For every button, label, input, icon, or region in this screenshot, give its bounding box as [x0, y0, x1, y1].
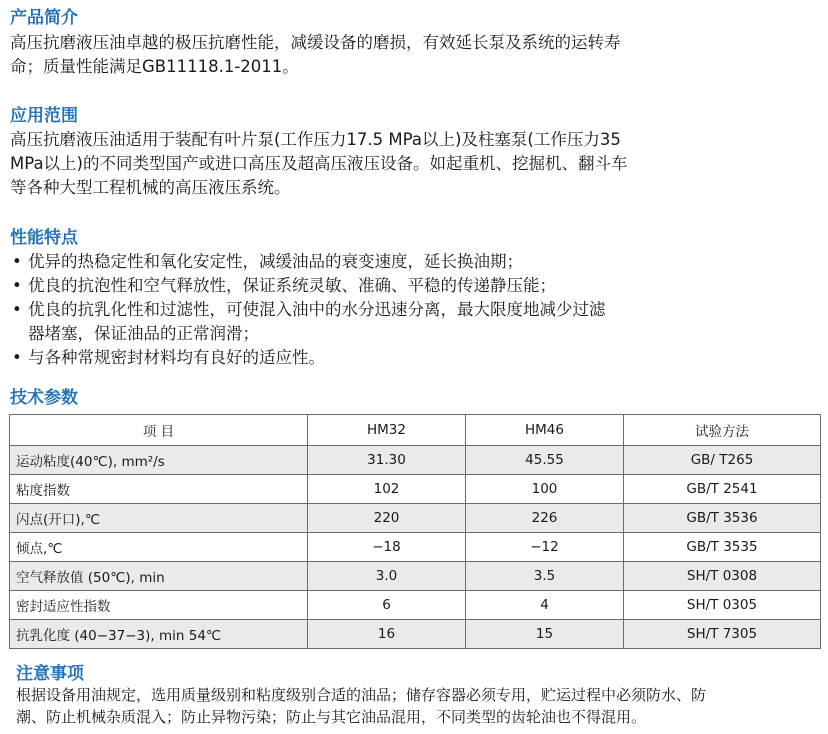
intro-text — [10, 31, 800, 79]
cell-hm32: 102 — [308, 475, 466, 504]
table-row — [10, 562, 821, 591]
header-hm46: HM46 — [466, 415, 624, 446]
features-list — [12, 250, 812, 370]
intro-line: 命；质量性能满足GB11118.1-2011。 — [10, 57, 299, 76]
cell-item: 粘度指数 — [10, 475, 308, 504]
cell-hm32: 6 — [308, 591, 466, 620]
intro-line: 高压抗磨液压油卓越的极压抗磨性能，减缓设备的磨损，有效延长泵及系统的运转寿 — [10, 33, 621, 52]
specs-title: 技术参数 — [10, 388, 78, 408]
cell-method: SH/T 7305 — [624, 620, 821, 649]
feature-item — [12, 346, 812, 370]
cell-item: 倾点,℃ — [10, 533, 308, 562]
cell-method: GB/T 3535 — [624, 533, 821, 562]
header-hm32: HM32 — [308, 415, 466, 446]
cell-hm32: 31.30 — [308, 446, 466, 475]
cell-item: 运动粘度(40℃), mm²/s — [10, 446, 308, 475]
cell-item: 密封适应性指数 — [10, 591, 308, 620]
cell-hm32: 220 — [308, 504, 466, 533]
cell-hm46: 100 — [466, 475, 624, 504]
cell-hm46: 226 — [466, 504, 624, 533]
feature-line: 优异的热稳定性和氧化安定性，减缓油品的衰变速度，延长换油期； — [28, 252, 523, 271]
application-line: 高压抗磨液压油适用于装配有叶片泵(工作压力17.5 MPa以上)及柱塞泵(工作压力35 — [10, 130, 621, 149]
cell-item: 抗乳化度 (40−37−3), min 54℃ — [10, 620, 308, 649]
table-header-row — [10, 415, 821, 446]
application-title: 应用范围 — [10, 106, 78, 126]
feature-item — [12, 250, 812, 274]
feature-item — [12, 298, 812, 346]
feature-line: 优良的抗泡性和空气释放性，保证系统灵敏、准确、平稳的传递静压能； — [28, 276, 556, 295]
cell-method: GB/T 2541 — [624, 475, 821, 504]
cell-hm46: 15 — [466, 620, 624, 649]
application-line: 等各种大型工程机械的高压液压系统。 — [10, 178, 291, 197]
cell-method: GB/ T265 — [624, 446, 821, 475]
header-method: 试验方法 — [624, 415, 821, 446]
application-text — [10, 128, 800, 200]
table-row — [10, 620, 821, 649]
cell-hm32: 16 — [308, 620, 466, 649]
cell-hm46: −12 — [466, 533, 624, 562]
features-title: 性能特点 — [10, 228, 78, 248]
table-row — [10, 533, 821, 562]
cell-method: SH/T 0305 — [624, 591, 821, 620]
notes-line: 潮、防止机械杂质混入；防止异物污染；防止与其它油品混用，不同类型的齿轮油也不得混用。 — [16, 708, 647, 726]
cell-method: GB/T 3536 — [624, 504, 821, 533]
notes-text — [16, 684, 806, 728]
table-row — [10, 591, 821, 620]
table-row — [10, 475, 821, 504]
feature-line: 器堵塞，保证油品的正常润滑； — [28, 324, 259, 343]
table-row — [10, 504, 821, 533]
cell-hm46: 45.55 — [466, 446, 624, 475]
cell-item: 空气释放值 (50℃), min — [10, 562, 308, 591]
cell-hm46: 4 — [466, 591, 624, 620]
notes-title: 注意事项 — [16, 664, 84, 684]
table-row — [10, 446, 821, 475]
cell-item: 闪点(开口),℃ — [10, 504, 308, 533]
bullet-dot: • — [12, 252, 22, 271]
bullet-dot: • — [12, 276, 22, 295]
feature-item — [12, 274, 812, 298]
notes-line: 根据设备用油规定，选用质量级别和粘度级别合适的油品；储存容器必须专用，贮运过程中必须防水、防 — [16, 686, 707, 704]
application-line: MPa以上)的不同类型国产或进口高压及超高压液压设备。如起重机、挖掘机、翻斗车 — [10, 154, 628, 173]
specs-table — [9, 414, 821, 649]
intro-title: 产品简介 — [10, 8, 78, 28]
cell-hm46: 3.5 — [466, 562, 624, 591]
feature-line: 优良的抗乳化性和过滤性，可使混入油中的水分迅速分离，最大限度地减少过滤 — [28, 300, 606, 319]
bullet-dot: • — [12, 300, 22, 319]
feature-line: 与各种常规密封材料均有良好的适应性。 — [28, 348, 325, 367]
bullet-dot: • — [12, 348, 22, 367]
header-item: 项 目 — [10, 415, 308, 446]
cell-method: SH/T 0308 — [624, 562, 821, 591]
cell-hm32: −18 — [308, 533, 466, 562]
cell-hm32: 3.0 — [308, 562, 466, 591]
